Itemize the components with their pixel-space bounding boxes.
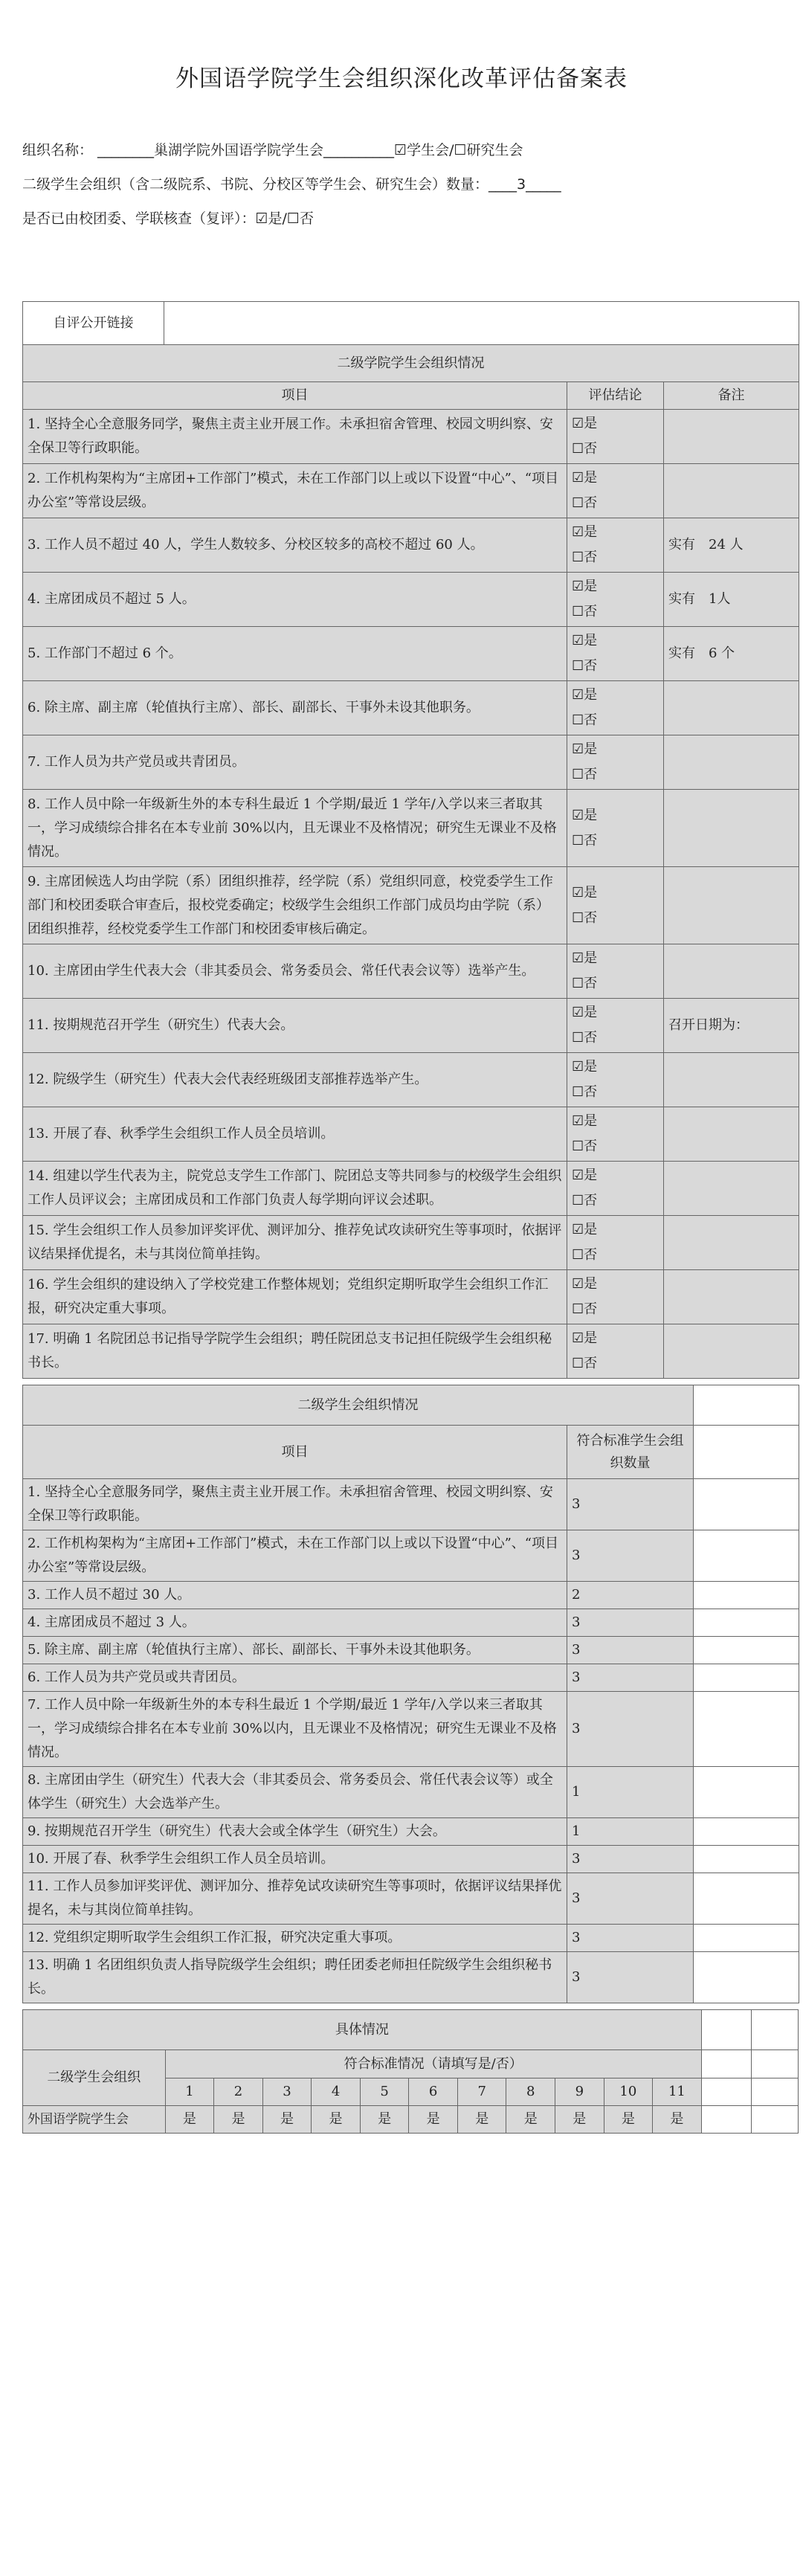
section1-note [664,681,799,735]
yes-checkbox[interactable]: ☑是 [572,633,598,648]
section2-count[interactable]: 3 [567,1692,694,1767]
section1-result[interactable] [567,1107,664,1162]
standard-value[interactable]: 是 [360,2106,409,2134]
section1-note [664,790,799,867]
section2-row [23,1692,799,1767]
section1-item-text: 11. 按期规范召开学生（研究生）代表大会。 [23,999,567,1053]
yes-checkbox[interactable]: ☑是 [572,687,598,703]
section1-result[interactable] [567,944,664,999]
section1-row [23,1162,799,1216]
section2-blank-cell [694,1609,799,1637]
no-checkbox[interactable]: ☐否 [572,1301,598,1317]
section1-row [23,627,799,681]
yes-checkbox[interactable]: ☑是 [572,1059,598,1075]
standard-value[interactable]: 是 [165,2106,214,2134]
section1-result[interactable] [567,518,664,573]
section2-count[interactable]: 2 [567,1582,694,1609]
no-checkbox[interactable]: ☐否 [572,832,598,849]
standard-number: 2 [214,2078,263,2106]
yes-checkbox[interactable]: ☑是 [572,416,598,431]
no-checkbox[interactable]: ☐否 [572,909,598,926]
no-checkbox[interactable]: ☐否 [572,1193,598,1208]
review-status-line: 是否已由校团委、学联核查（复评）：☑是/☐否 [22,210,314,227]
section3-blank-d [752,2050,799,2078]
section1-item-text: 9. 主席团候选人均由学院（系）团组织推荐，经学院（系）党组织同意，校党委学生工作部门和校团委联合审查后，报校党委确定；校级学生会组织工作部门成员均由学院（系）团组织推荐，经校党委学生工作部门和校团委审核后确定。 [23,867,567,944]
no-checkbox[interactable]: ☐否 [572,1139,598,1154]
standard-value[interactable]: 是 [214,2106,263,2134]
section2-count[interactable]: 3 [567,1846,694,1873]
sub-org-table [22,1385,799,2003]
section2-blank-cell [694,1479,799,1530]
section1-item-text: 2. 工作机构架构为“主席团+工作部门”模式，未在工作部门以上或以下设置“中心”、“项目办公室”等常设层级。 [23,464,567,518]
section2-blank-cell [694,1952,799,2003]
section1-note [664,464,799,518]
section2-item-text: 12. 党组织定期听取学生会组织工作汇报，研究决定重大事项。 [23,1925,567,1952]
yes-checkbox[interactable]: ☑是 [572,950,598,966]
section1-row [23,1107,799,1162]
no-checkbox[interactable]: ☐否 [572,1247,598,1263]
section3-col-std: 符合标准情况（请填写是/否） [165,2050,701,2078]
section1-note [664,1216,799,1270]
self-eval-link-table [22,301,799,345]
section1-item-text: 4. 主席团成员不超过 5 人。 [23,573,567,627]
section1-row [23,1053,799,1107]
section1-note: 实有 24 人 [664,518,799,573]
section1-item-text: 14. 组建以学生代表为主，院党总支学生工作部门、院团总支等共同参与的校级学生会组织工作人员评议会；主席团成员和工作部门负责人每学期向评议会述职。 [23,1162,567,1216]
no-checkbox[interactable]: ☐否 [572,550,598,565]
standard-number: 6 [409,2078,458,2106]
section2-count[interactable]: 3 [567,1530,694,1582]
section3-blank-f [752,2078,799,2106]
section1-note [664,410,799,464]
yes-checkbox[interactable]: ☑是 [572,579,598,594]
section2-blank-cell [694,1846,799,1873]
section2-blank-cell [694,1530,799,1582]
standard-number: 10 [604,2078,653,2106]
section3-col-org: 二级学生会组织 [23,2050,166,2106]
section1-result[interactable] [567,681,664,735]
section1-item-text: 1. 坚持全心全意服务同学，聚焦主责主业开展工作。未承担宿舍管理、校园文明纠察、安全保卫等行政职能。 [23,410,567,464]
self-eval-link-label: 自评公开链接 [23,302,164,345]
section2-item-text: 2. 工作机构架构为“主席团+工作部门”模式，未在工作部门以上或以下设置“中心”、“项目办公室”等常设层级。 [23,1530,567,1582]
section2-item-text: 5. 除主席、副主席（轮值执行主席）、部长、副部长、干事外未设其他职务。 [23,1637,567,1664]
section1-result[interactable] [567,1270,664,1324]
section1-result[interactable] [567,1053,664,1107]
section2-count[interactable]: 3 [567,1479,694,1530]
section1-result[interactable] [567,1162,664,1216]
section1-result[interactable] [567,867,664,944]
yes-checkbox[interactable]: ☑是 [572,1222,598,1237]
section2-item-text: 9. 按期规范召开学生（研究生）代表大会或全体学生（研究生）大会。 [23,1818,567,1846]
standard-value[interactable]: 是 [506,2106,555,2134]
standard-number: 9 [555,2078,604,2106]
section2-item-text: 4. 主席团成员不超过 3 人。 [23,1609,567,1637]
section1-col-note: 备注 [664,382,799,410]
section3-title: 具体情况 [23,2010,702,2050]
org-name-line: 组织名称： ________巢湖学院外国语学院学生会__________☑学生会/☐研究生会 [22,142,523,158]
section2-item-text: 6. 工作人员为共产党员或共青团员。 [23,1664,567,1692]
section1-result[interactable] [567,573,664,627]
section2-count[interactable]: 3 [567,1609,694,1637]
section1-row [23,944,799,999]
section1-row [23,464,799,518]
standard-number: 3 [262,2078,312,2106]
standard-value[interactable]: 是 [262,2106,312,2134]
section1-note [664,1107,799,1162]
section1-item-text: 16. 学生会组织的建设纳入了学校党建工作整体规划；党组织定期听取学生会组织工作汇报，研究决定重大事项。 [23,1270,567,1324]
section1-note [664,735,799,790]
section2-count[interactable]: 1 [567,1767,694,1818]
no-checkbox[interactable]: ☐否 [572,658,598,674]
standard-value[interactable]: 是 [457,2106,506,2134]
section1-note: 召开日期为： [664,999,799,1053]
standard-number: 4 [312,2078,361,2106]
standard-number: 1 [165,2078,214,2106]
section1-item-text: 13. 开展了春、秋季学生会组织工作人员全员培训。 [23,1107,567,1162]
section1-item-text: 10. 主席团由学生代表大会（非其委员会、常务委员会、常任代表会议等）选举产生。 [23,944,567,999]
sub-org-count-line: 二级学生会组织（含二级院系、书院、分校区等学生会、研究生会）数量：____3_____ [22,176,561,193]
section3-blank-h [752,2106,799,2134]
section1-row [23,790,799,867]
section2-row [23,1846,799,1873]
no-checkbox[interactable]: ☐否 [572,495,598,511]
section1-col-result: 评估结论 [567,382,664,410]
section2-item-text: 1. 坚持全心全意服务同学，聚焦主责主业开展工作。未承担宿舍管理、校园文明纠察、安全保卫等行政职能。 [23,1479,567,1530]
section2-title: 二级学生会组织情况 [23,1385,694,1426]
yes-checkbox[interactable]: ☑是 [572,741,598,757]
section2-count[interactable]: 1 [567,1818,694,1846]
standard-number: 5 [360,2078,409,2106]
no-checkbox[interactable]: ☐否 [572,1030,598,1046]
section1-item-text: 7. 工作人员为共产党员或共青团员。 [23,735,567,790]
section1-row [23,999,799,1053]
section1-result[interactable] [567,735,664,790]
section1-row [23,867,799,944]
no-checkbox[interactable]: ☐否 [572,604,598,619]
section2-blank-head [694,1426,799,1479]
standard-value[interactable]: 是 [653,2106,702,2134]
section1-item-text: 17. 明确 1 名院团总书记指导学院学生会组织；聘任院团总支书记担任院级学生会组织秘书长。 [23,1324,567,1379]
section1-note: 实有 6 个 [664,627,799,681]
section1-item-text: 8. 工作人员中除一年级新生外的本专科生最近 1 个学期/最近 1 学年/入学以来三者取其一，学习成绩综合排名在本专业前 30%以内，且无课业不及格情况；研究生无课业不及格情况。 [23,790,567,867]
section1-row [23,518,799,573]
standard-value[interactable]: 是 [409,2106,458,2134]
section2-blank-cell [694,1637,799,1664]
section2-blank-cell [694,1925,799,1952]
section1-note: 实有 1人 [664,573,799,627]
college-org-table [22,344,799,1379]
section1-row [23,410,799,464]
section1-result[interactable] [567,1324,664,1379]
section1-row [23,735,799,790]
section2-item-text: 10. 开展了春、秋季学生会组织工作人员全员培训。 [23,1846,567,1873]
section2-row [23,1609,799,1637]
section2-row [23,1637,799,1664]
no-checkbox[interactable]: ☐否 [572,441,598,457]
section1-row [23,1216,799,1270]
section2-blank-cell [694,1818,799,1846]
yes-checkbox[interactable]: ☑是 [572,1330,598,1346]
section3-blank-b [752,2010,799,2050]
details-table [22,2009,799,2134]
yes-checkbox[interactable]: ☑是 [572,1113,598,1129]
section2-count[interactable]: 3 [567,1664,694,1692]
yes-checkbox[interactable]: ☑是 [572,470,598,486]
section2-row [23,1530,799,1582]
self-eval-link-value[interactable] [164,302,799,345]
section2-count[interactable]: 3 [567,1952,694,2003]
standard-value[interactable]: 是 [555,2106,604,2134]
standard-number: 7 [457,2078,506,2106]
section1-item-text: 5. 工作部门不超过 6 个。 [23,627,567,681]
section2-count[interactable]: 3 [567,1637,694,1664]
section1-note [664,944,799,999]
no-checkbox[interactable]: ☐否 [572,976,598,991]
section1-result[interactable] [567,464,664,518]
no-checkbox[interactable]: ☐否 [572,1356,598,1371]
section3-blank-c [701,2050,752,2078]
section2-row [23,1582,799,1609]
section3-blank-e [701,2078,752,2106]
section2-row [23,1664,799,1692]
no-checkbox[interactable]: ☐否 [572,712,598,728]
section2-row [23,1952,799,2003]
section2-col-item: 项目 [23,1426,567,1479]
section1-note [664,867,799,944]
standard-number: 8 [506,2078,555,2106]
section1-row [23,1324,799,1379]
section1-result[interactable] [567,627,664,681]
section1-result[interactable] [567,790,664,867]
section1-row [23,573,799,627]
section3-blank-g [701,2106,752,2134]
section2-item-text: 3. 工作人员不超过 30 人。 [23,1582,567,1609]
section2-blank-cell [694,1692,799,1767]
section1-title: 二级学院学生会组织情况 [23,345,799,382]
section2-item-text: 13. 明确 1 名团组织负责人指导院级学生会组织；聘任团委老师担任院级学生会组织秘书长。 [23,1952,567,2003]
standard-value[interactable]: 是 [312,2106,361,2134]
section1-item-text: 15. 学生会组织工作人员参加评奖评优、测评加分、推荐免试攻读研究生等事项时，依据评议结果择优提名，未与其岗位简单挂钩。 [23,1216,567,1270]
section2-item-text: 8. 主席团由学生（研究生）代表大会（非其委员会、常务委员会、常任代表会议等）或全体学生（研究生）大会选举产生。 [23,1767,567,1818]
section3-blank-a [701,2010,752,2050]
section1-result[interactable] [567,999,664,1053]
section2-count[interactable]: 3 [567,1873,694,1925]
no-checkbox[interactable]: ☐否 [572,767,598,782]
no-checkbox[interactable]: ☐否 [572,1084,598,1100]
section2-row [23,1818,799,1846]
section1-result[interactable] [567,1216,664,1270]
section2-count[interactable]: 3 [567,1925,694,1952]
section1-note [664,1324,799,1379]
yes-checkbox[interactable]: ☑是 [572,807,598,823]
section2-blank-cell [694,1873,799,1925]
section2-row [23,1767,799,1818]
section1-note [664,1270,799,1324]
section2-item-text: 11. 工作人员参加评奖评优、测评加分、推荐免试攻读研究生等事项时，依据评议结果择优提名，未与其岗位简单挂钩。 [23,1873,567,1925]
yes-checkbox[interactable]: ☑是 [572,1168,598,1183]
section2-row [23,1925,799,1952]
section1-col-item: 项目 [23,382,567,410]
yes-checkbox[interactable]: ☑是 [572,524,598,540]
section1-note [664,1162,799,1216]
section1-item-text: 6. 除主席、副主席（轮值执行主席）、部长、副部长、干事外未设其他职务。 [23,681,567,735]
standard-number: 11 [653,2078,702,2106]
section2-blank-cell [694,1664,799,1692]
section1-note [664,1053,799,1107]
standard-value[interactable]: 是 [604,2106,653,2134]
section2-row [23,1873,799,1925]
yes-checkbox[interactable]: ☑是 [572,884,598,901]
section1-item-text: 3. 工作人员不超过 40 人，学生人数较多、分校区较多的高校不超过 60 人。 [23,518,567,573]
section2-blank [694,1385,799,1426]
section1-result[interactable] [567,410,664,464]
page-title: 外国语学院学生会组织深化改革评估备案表 [175,65,628,92]
section2-row [23,1479,799,1530]
org-name-cell: 外国语学院学生会 [23,2106,166,2134]
section2-blank-cell [694,1582,799,1609]
yes-checkbox[interactable]: ☑是 [572,1276,598,1292]
yes-checkbox[interactable]: ☑是 [572,1005,598,1020]
section2-item-text: 7. 工作人员中除一年级新生外的本专科生最近 1 个学期/最近 1 学年/入学以来三者取其一，学习成绩综合排名在本专业前 30%以内，且无课业不及格情况；研究生无课业不及格情况。 [23,1692,567,1767]
section2-blank-cell [694,1767,799,1818]
section1-row [23,681,799,735]
section1-row [23,1270,799,1324]
section2-col-count: 符合标准学生会组织数量 [567,1426,694,1479]
section1-item-text: 12. 院级学生（研究生）代表大会代表经班级团支部推荐选举产生。 [23,1053,567,1107]
